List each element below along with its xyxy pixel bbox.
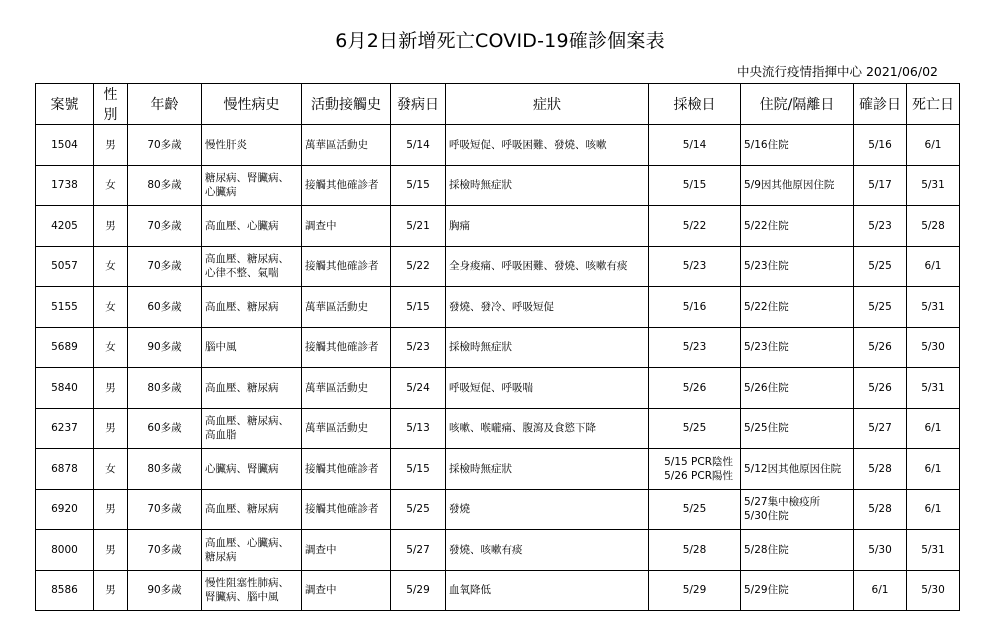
cell-chronic-history: 慢性阻塞性肺病、 腎臟病、腦中風 <box>202 570 302 611</box>
cell-chronic-history: 糖尿病、腎臟病、 心臟病 <box>202 165 302 206</box>
header-test-date: 採檢日 <box>649 84 741 125</box>
cell-hospital-date: 5/25住院 <box>741 408 854 449</box>
cell-test-date: 5/22 <box>649 206 741 247</box>
cell-onset-date: 5/29 <box>391 570 446 611</box>
cell-test-date: 5/25 <box>649 489 741 530</box>
cell-death-date: 5/31 <box>907 287 960 328</box>
cell-sex: 女 <box>94 327 128 368</box>
cell-activity-contact: 接觸其他確診者 <box>302 449 391 490</box>
cell-case-id: 5689 <box>36 327 94 368</box>
cell-case-id: 8000 <box>36 530 94 571</box>
cell-test-date: 5/23 <box>649 246 741 287</box>
cell-confirm-date: 5/27 <box>854 408 907 449</box>
cell-confirm-date: 5/30 <box>854 530 907 571</box>
page-title: 6月2日新增死亡COVID-19確診個案表 <box>335 30 665 52</box>
cell-death-date: 6/1 <box>907 489 960 530</box>
cell-age: 80多歲 <box>128 368 202 409</box>
cell-death-date: 5/31 <box>907 530 960 571</box>
cell-age: 70多歲 <box>128 206 202 247</box>
cell-age: 70多歲 <box>128 125 202 166</box>
cell-chronic-history: 慢性肝炎 <box>202 125 302 166</box>
cell-age: 90多歲 <box>128 570 202 611</box>
cell-symptoms: 全身痠痛、呼吸困難、發燒、咳嗽有痰 <box>446 246 649 287</box>
cell-confirm-date: 5/28 <box>854 449 907 490</box>
cell-activity-contact: 萬華區活動史 <box>302 368 391 409</box>
cell-activity-contact: 接觸其他確診者 <box>302 246 391 287</box>
cell-age: 60多歲 <box>128 287 202 328</box>
cell-age: 70多歲 <box>128 489 202 530</box>
cell-onset-date: 5/21 <box>391 206 446 247</box>
table-row <box>36 530 960 571</box>
cell-death-date: 5/31 <box>907 368 960 409</box>
cell-hospital-date: 5/22住院 <box>741 206 854 247</box>
cell-case-id: 5840 <box>36 368 94 409</box>
header-confirm-date: 確診日 <box>854 84 907 125</box>
cell-chronic-history: 高血壓、糖尿病 <box>202 287 302 328</box>
cell-onset-date: 5/24 <box>391 368 446 409</box>
header-age: 年齡 <box>128 84 202 125</box>
cell-confirm-date: 5/16 <box>854 125 907 166</box>
cell-test-date: 5/28 <box>649 530 741 571</box>
cell-onset-date: 5/15 <box>391 449 446 490</box>
cell-onset-date: 5/13 <box>391 408 446 449</box>
cell-chronic-history: 高血壓、心臟病 <box>202 206 302 247</box>
cell-activity-contact: 接觸其他確診者 <box>302 327 391 368</box>
cell-sex: 女 <box>94 246 128 287</box>
table-row <box>36 327 960 368</box>
cell-chronic-history: 高血壓、糖尿病 <box>202 489 302 530</box>
cell-death-date: 6/1 <box>907 246 960 287</box>
cell-case-id: 1738 <box>36 165 94 206</box>
cell-confirm-date: 5/25 <box>854 287 907 328</box>
header-onset-date: 發病日 <box>391 84 446 125</box>
cell-death-date: 5/31 <box>907 165 960 206</box>
cell-test-date: 5/15 <box>649 165 741 206</box>
cell-age: 60多歲 <box>128 408 202 449</box>
cell-onset-date: 5/14 <box>391 125 446 166</box>
cell-sex: 男 <box>94 125 128 166</box>
cell-chronic-history: 高血壓、糖尿病、 心律不整、氣喘 <box>202 246 302 287</box>
cell-hospital-date: 5/27集中檢疫所 5/30住院 <box>741 489 854 530</box>
cell-sex: 女 <box>94 287 128 328</box>
table-row <box>36 449 960 490</box>
cell-chronic-history: 腦中風 <box>202 327 302 368</box>
header-symptoms: 症狀 <box>446 84 649 125</box>
cell-test-date: 5/29 <box>649 570 741 611</box>
cell-onset-date: 5/23 <box>391 327 446 368</box>
cell-symptoms: 採檢時無症狀 <box>446 327 649 368</box>
table-row <box>36 287 960 328</box>
header-row <box>36 84 960 125</box>
cell-confirm-date: 5/26 <box>854 368 907 409</box>
cell-symptoms: 呼吸短促、呼吸喘 <box>446 368 649 409</box>
cell-hospital-date: 5/23住院 <box>741 246 854 287</box>
cell-sex: 女 <box>94 449 128 490</box>
cell-test-date: 5/23 <box>649 327 741 368</box>
table-row <box>36 408 960 449</box>
cell-symptoms: 胸痛 <box>446 206 649 247</box>
cell-sex: 男 <box>94 489 128 530</box>
cell-hospital-date: 5/9因其他原因住院 <box>741 165 854 206</box>
cell-age: 70多歲 <box>128 530 202 571</box>
cell-symptoms: 發燒、咳嗽有痰 <box>446 530 649 571</box>
cell-hospital-date: 5/23住院 <box>741 327 854 368</box>
cell-activity-contact: 萬華區活動史 <box>302 408 391 449</box>
cell-symptoms: 血氧降低 <box>446 570 649 611</box>
cell-sex: 男 <box>94 206 128 247</box>
source-date: 中央流行疫情指揮中心 2021/06/02 <box>736 64 938 79</box>
table-row <box>36 489 960 530</box>
cell-test-date: 5/26 <box>649 368 741 409</box>
cell-confirm-date: 6/1 <box>854 570 907 611</box>
cell-symptoms: 發燒 <box>446 489 649 530</box>
cell-death-date: 6/1 <box>907 449 960 490</box>
cell-hospital-date: 5/22住院 <box>741 287 854 328</box>
cell-confirm-date: 5/23 <box>854 206 907 247</box>
cell-age: 70多歲 <box>128 246 202 287</box>
table-row <box>36 206 960 247</box>
cell-case-id: 1504 <box>36 125 94 166</box>
cell-chronic-history: 高血壓、糖尿病 <box>202 368 302 409</box>
cell-confirm-date: 5/28 <box>854 489 907 530</box>
cell-activity-contact: 調查中 <box>302 530 391 571</box>
cell-chronic-history: 心臟病、腎臟病 <box>202 449 302 490</box>
header-case-id: 案號 <box>36 84 94 125</box>
cell-onset-date: 5/27 <box>391 530 446 571</box>
header-chronic-history: 慢性病史 <box>202 84 302 125</box>
cell-test-date: 5/25 <box>649 408 741 449</box>
cell-sex: 男 <box>94 368 128 409</box>
cell-test-date: 5/15 PCR陰性 5/26 PCR陽性 <box>649 449 741 490</box>
cell-chronic-history: 高血壓、心臟病、 糖尿病 <box>202 530 302 571</box>
cell-death-date: 5/30 <box>907 327 960 368</box>
cell-age: 90多歲 <box>128 327 202 368</box>
cell-activity-contact: 接觸其他確診者 <box>302 489 391 530</box>
cell-sex: 男 <box>94 408 128 449</box>
cell-symptoms: 發燒、發冷、呼吸短促 <box>446 287 649 328</box>
table-row <box>36 125 960 166</box>
cell-case-id: 5155 <box>36 287 94 328</box>
cell-onset-date: 5/25 <box>391 489 446 530</box>
cell-age: 80多歲 <box>128 165 202 206</box>
cell-activity-contact: 萬華區活動史 <box>302 125 391 166</box>
cell-onset-date: 5/22 <box>391 246 446 287</box>
table-row <box>36 165 960 206</box>
cell-activity-contact: 調查中 <box>302 570 391 611</box>
cell-death-date: 5/30 <box>907 570 960 611</box>
header-death-date: 死亡日 <box>907 84 960 125</box>
cell-age: 80多歲 <box>128 449 202 490</box>
cell-symptoms: 採檢時無症狀 <box>446 449 649 490</box>
cell-case-id: 6237 <box>36 408 94 449</box>
cell-death-date: 5/28 <box>907 206 960 247</box>
death-cases-table <box>35 83 960 611</box>
cell-test-date: 5/16 <box>649 287 741 328</box>
cell-hospital-date: 5/29住院 <box>741 570 854 611</box>
cell-symptoms: 呼吸短促、呼吸困難、發燒、咳嗽 <box>446 125 649 166</box>
cell-case-id: 6878 <box>36 449 94 490</box>
cell-test-date: 5/14 <box>649 125 741 166</box>
cell-activity-contact: 萬華區活動史 <box>302 287 391 328</box>
cell-confirm-date: 5/25 <box>854 246 907 287</box>
header-hospital-date: 住院/隔離日 <box>741 84 854 125</box>
cell-sex: 男 <box>94 570 128 611</box>
header-activity-contact: 活動接觸史 <box>302 84 391 125</box>
cell-case-id: 5057 <box>36 246 94 287</box>
header-sex: 性別 <box>94 84 128 125</box>
cell-activity-contact: 接觸其他確診者 <box>302 165 391 206</box>
cell-chronic-history: 高血壓、糖尿病、 高血脂 <box>202 408 302 449</box>
cell-activity-contact: 調查中 <box>302 206 391 247</box>
cell-symptoms: 採檢時無症狀 <box>446 165 649 206</box>
cell-case-id: 4205 <box>36 206 94 247</box>
cell-sex: 男 <box>94 530 128 571</box>
cell-hospital-date: 5/28住院 <box>741 530 854 571</box>
cell-case-id: 6920 <box>36 489 94 530</box>
cell-hospital-date: 5/16住院 <box>741 125 854 166</box>
cell-sex: 女 <box>94 165 128 206</box>
cell-case-id: 8586 <box>36 570 94 611</box>
cell-confirm-date: 5/17 <box>854 165 907 206</box>
cell-death-date: 6/1 <box>907 125 960 166</box>
cell-symptoms: 咳嗽、喉嚨痛、腹瀉及食慾下降 <box>446 408 649 449</box>
table-row <box>36 570 960 611</box>
cell-onset-date: 5/15 <box>391 165 446 206</box>
cell-confirm-date: 5/26 <box>854 327 907 368</box>
cell-hospital-date: 5/12因其他原因住院 <box>741 449 854 490</box>
cell-hospital-date: 5/26住院 <box>741 368 854 409</box>
table-row <box>36 368 960 409</box>
cell-onset-date: 5/15 <box>391 287 446 328</box>
cell-death-date: 6/1 <box>907 408 960 449</box>
table-row <box>36 246 960 287</box>
